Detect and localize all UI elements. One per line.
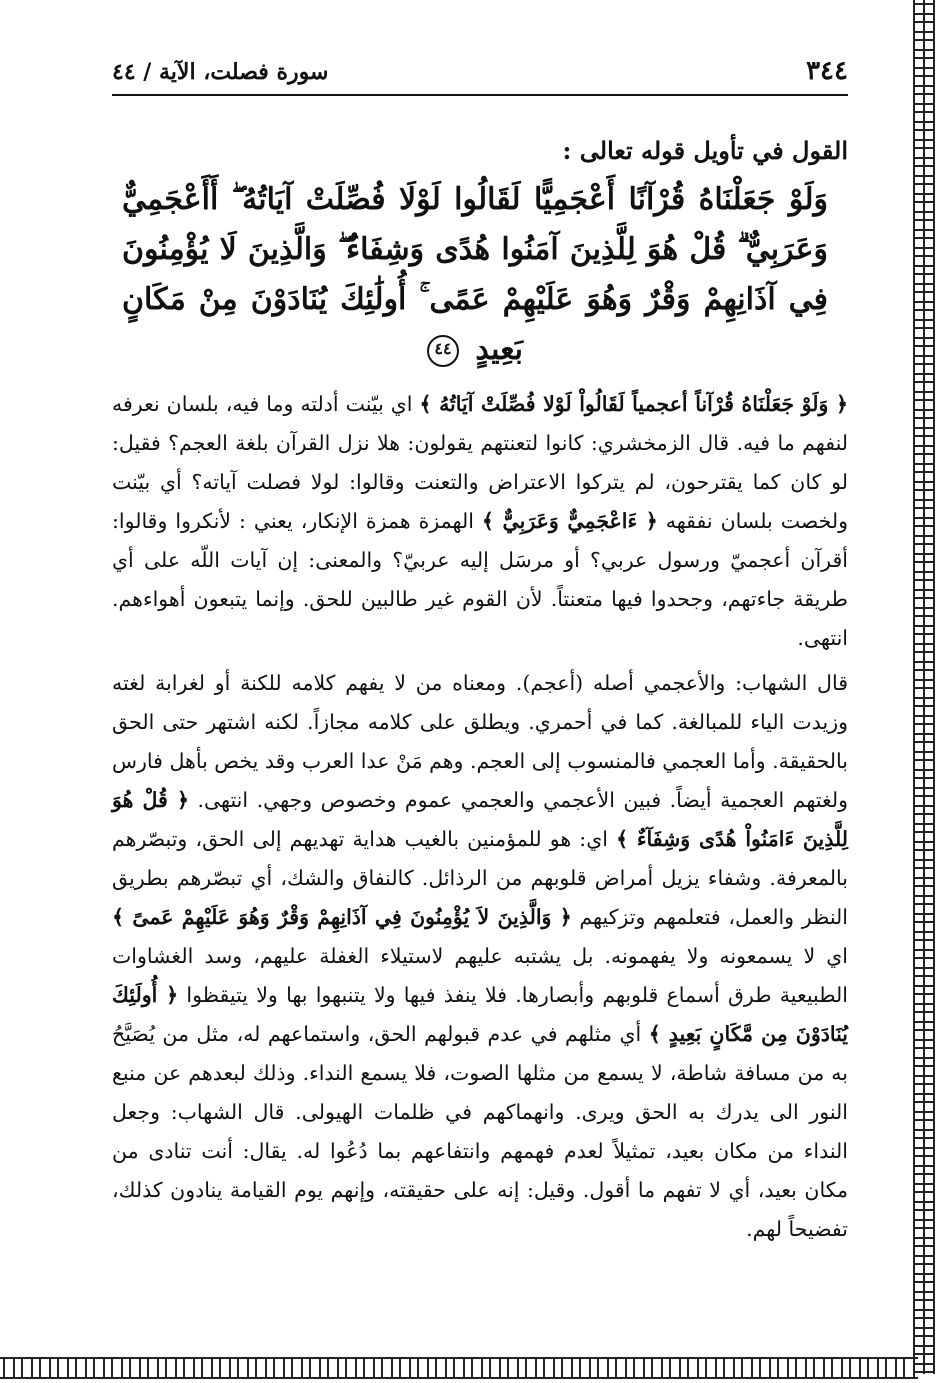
commentary-paragraph (112, 385, 848, 658)
section-heading: القول في تأويل قوله تعالى : (562, 136, 848, 165)
commentary-text: اي: هو للمؤمنين بالغيب هداية تهديهم إلى الحق، وتبصّرهم بالمعرفة. وشفاء يزيل أمراض قلوبهم من الرذائل. كالنفاق والشك، أي تبصّرهم بطريق النظر والعمل، فتعلمهم وتزكيهم (112, 827, 848, 929)
quran-verse (112, 175, 848, 375)
quoted-verse: ﴿ وَالَّذِينَ لاَ يُؤْمِنُونَ فِي آذَانِهِمْ وَقْرٌ وَهُوَ عَلَيْهِمْ عَمىً ﴾ (112, 905, 572, 929)
decorative-border-bottom (0, 1357, 918, 1379)
commentary-text: اي بيّنت أدلته وما فيه، بلسان نعرفه لنفهم ما فيه. قال الزمخشري: كانوا لتعنتهم يقولون: هلا نزل القرآن بلغة العجم؟ فقيل: لو كان كما يقترحون، لم يتركوا الاعتراض والتعنت وقالوا: لولا فصلت آياته؟ أي بيّنت ولخصت بلسان نفقهه (112, 392, 848, 533)
quoted-verse: ﴿ أُولَئِكَ يُنَادَوْنَ مِن مَّكَانٍ بَعِيدٍ ﴾ (112, 983, 848, 1046)
commentary-text: اي لا يسمعونه ولا يفهمونه. بل يشتبه عليهم لاستيلاء الغفلة عليهم، وسد الغشاوات الطبيعية طرق أسماع قلوبهم وأبصارها. فلا ينفذ فيها ولا يتنبهوا بها ولا يتيقظوا (112, 944, 848, 1007)
commentary-text: أي مثلهم في عدم قبولهم الحق، واستماعهم له، مثل من يُصَيَّحُ به من مسافة شاطة، لا يسمع من مثلها الصوت، فلا يسمع النداء. وذلك لبعدهم عن منبع النور الى يدرك به الحق ويرى. وانهماكهم في ظلمات الهيولى. قال الشهاب: وجعل النداء من مكان بعيد، تمثيلاً لعدم فهمهم وانتفاعهم بما دُعُوا له. يقال: أنت تنادى من مكان بعيد، أي لا تفهم ما أقول. وقيل: إنه على حقيقته، وإنهم يوم القيامة ينادون كذلك، تفضيحاً لهم. (112, 1022, 848, 1241)
quoted-verse: ﴿ قُلْ هُوَ لِلَّذِينَ ءَامَنُواْ هُدًى وَشِفَآءٌ ﴾ (112, 788, 848, 851)
book-page (112, 56, 848, 1249)
verse-number-marker: ٤٤ (427, 335, 459, 367)
commentary-text: قال الشهاب: والأعجمي أصله (أعجم). ومعناه من لا يفهم كلامه للكنة أو لغرابة لغته وزيدت الياء للمبالغة. كما في أحمري. ويطلق على كلامه مجازاً. لكنه اشتهر حتى الحق بالحقيقة. وأما العجمي فالمنسوب إلى العجم. وهم مَنْ عدا العرب وقد يخص بأهل فارس ولغتهم العجمية أيضاً. فبين الأعجمي والعجمي عموم وخصوص وجهي. انتهى. (112, 671, 848, 812)
commentary-text: الهمزة همزة الإنكار، يعني : لأنكروا وقالوا: أقرآن أعجميّ ورسول عربي؟ أو مرسَل إليه عربيّ؟ والمعنى: إن آيات اللّه على أي طريقة جاءتهم، وجحدوا فيها متعنتاً. لأن القوم غير طالبين للحق. وإنما يتبعون أهواءهم. انتهى. (112, 509, 848, 650)
page-header (112, 56, 848, 96)
running-title: سورة فصلت، الآية / ٤٤ (112, 59, 329, 85)
quoted-verse: ﴿ ءَاعْجَمِيٌّ وَعَرَبِيٌّ ﴾ (481, 509, 658, 533)
decorative-border-right (913, 0, 935, 1374)
verse-text: وَلَوْ جَعَلْنَاهُ قُرْآنًا أَعْجَمِيًّا لَقَالُوا لَوْلَا فُصِّلَتْ آيَاتُهُ ۖ أَأَعْجَمِيٌّ وَعَرَبِيٌّ ۗ قُلْ هُوَ لِلَّذِينَ آمَنُوا هُدًى وَشِفَاءٌ ۖ وَالَّذِينَ لَا يُؤْمِنُونَ فِي آذَانِهِمْ وَقْرٌ وَهُوَ عَلَيْهِمْ عَمًى ۚ أُولَٰئِكَ يُنَادَوْنَ مِنْ مَكَانٍ بَعِيدٍ (122, 182, 828, 367)
quoted-verse: ﴿ وَلَوْ جَعَلْنَاهُ قُرْآناً أعجمياً لَقَالُواْ لَوْلا فُصِّلَتْ آيَاتُهُ ﴾ (419, 392, 848, 416)
commentary-paragraph (112, 664, 848, 1249)
page-number: ٣٤٤ (806, 56, 848, 86)
